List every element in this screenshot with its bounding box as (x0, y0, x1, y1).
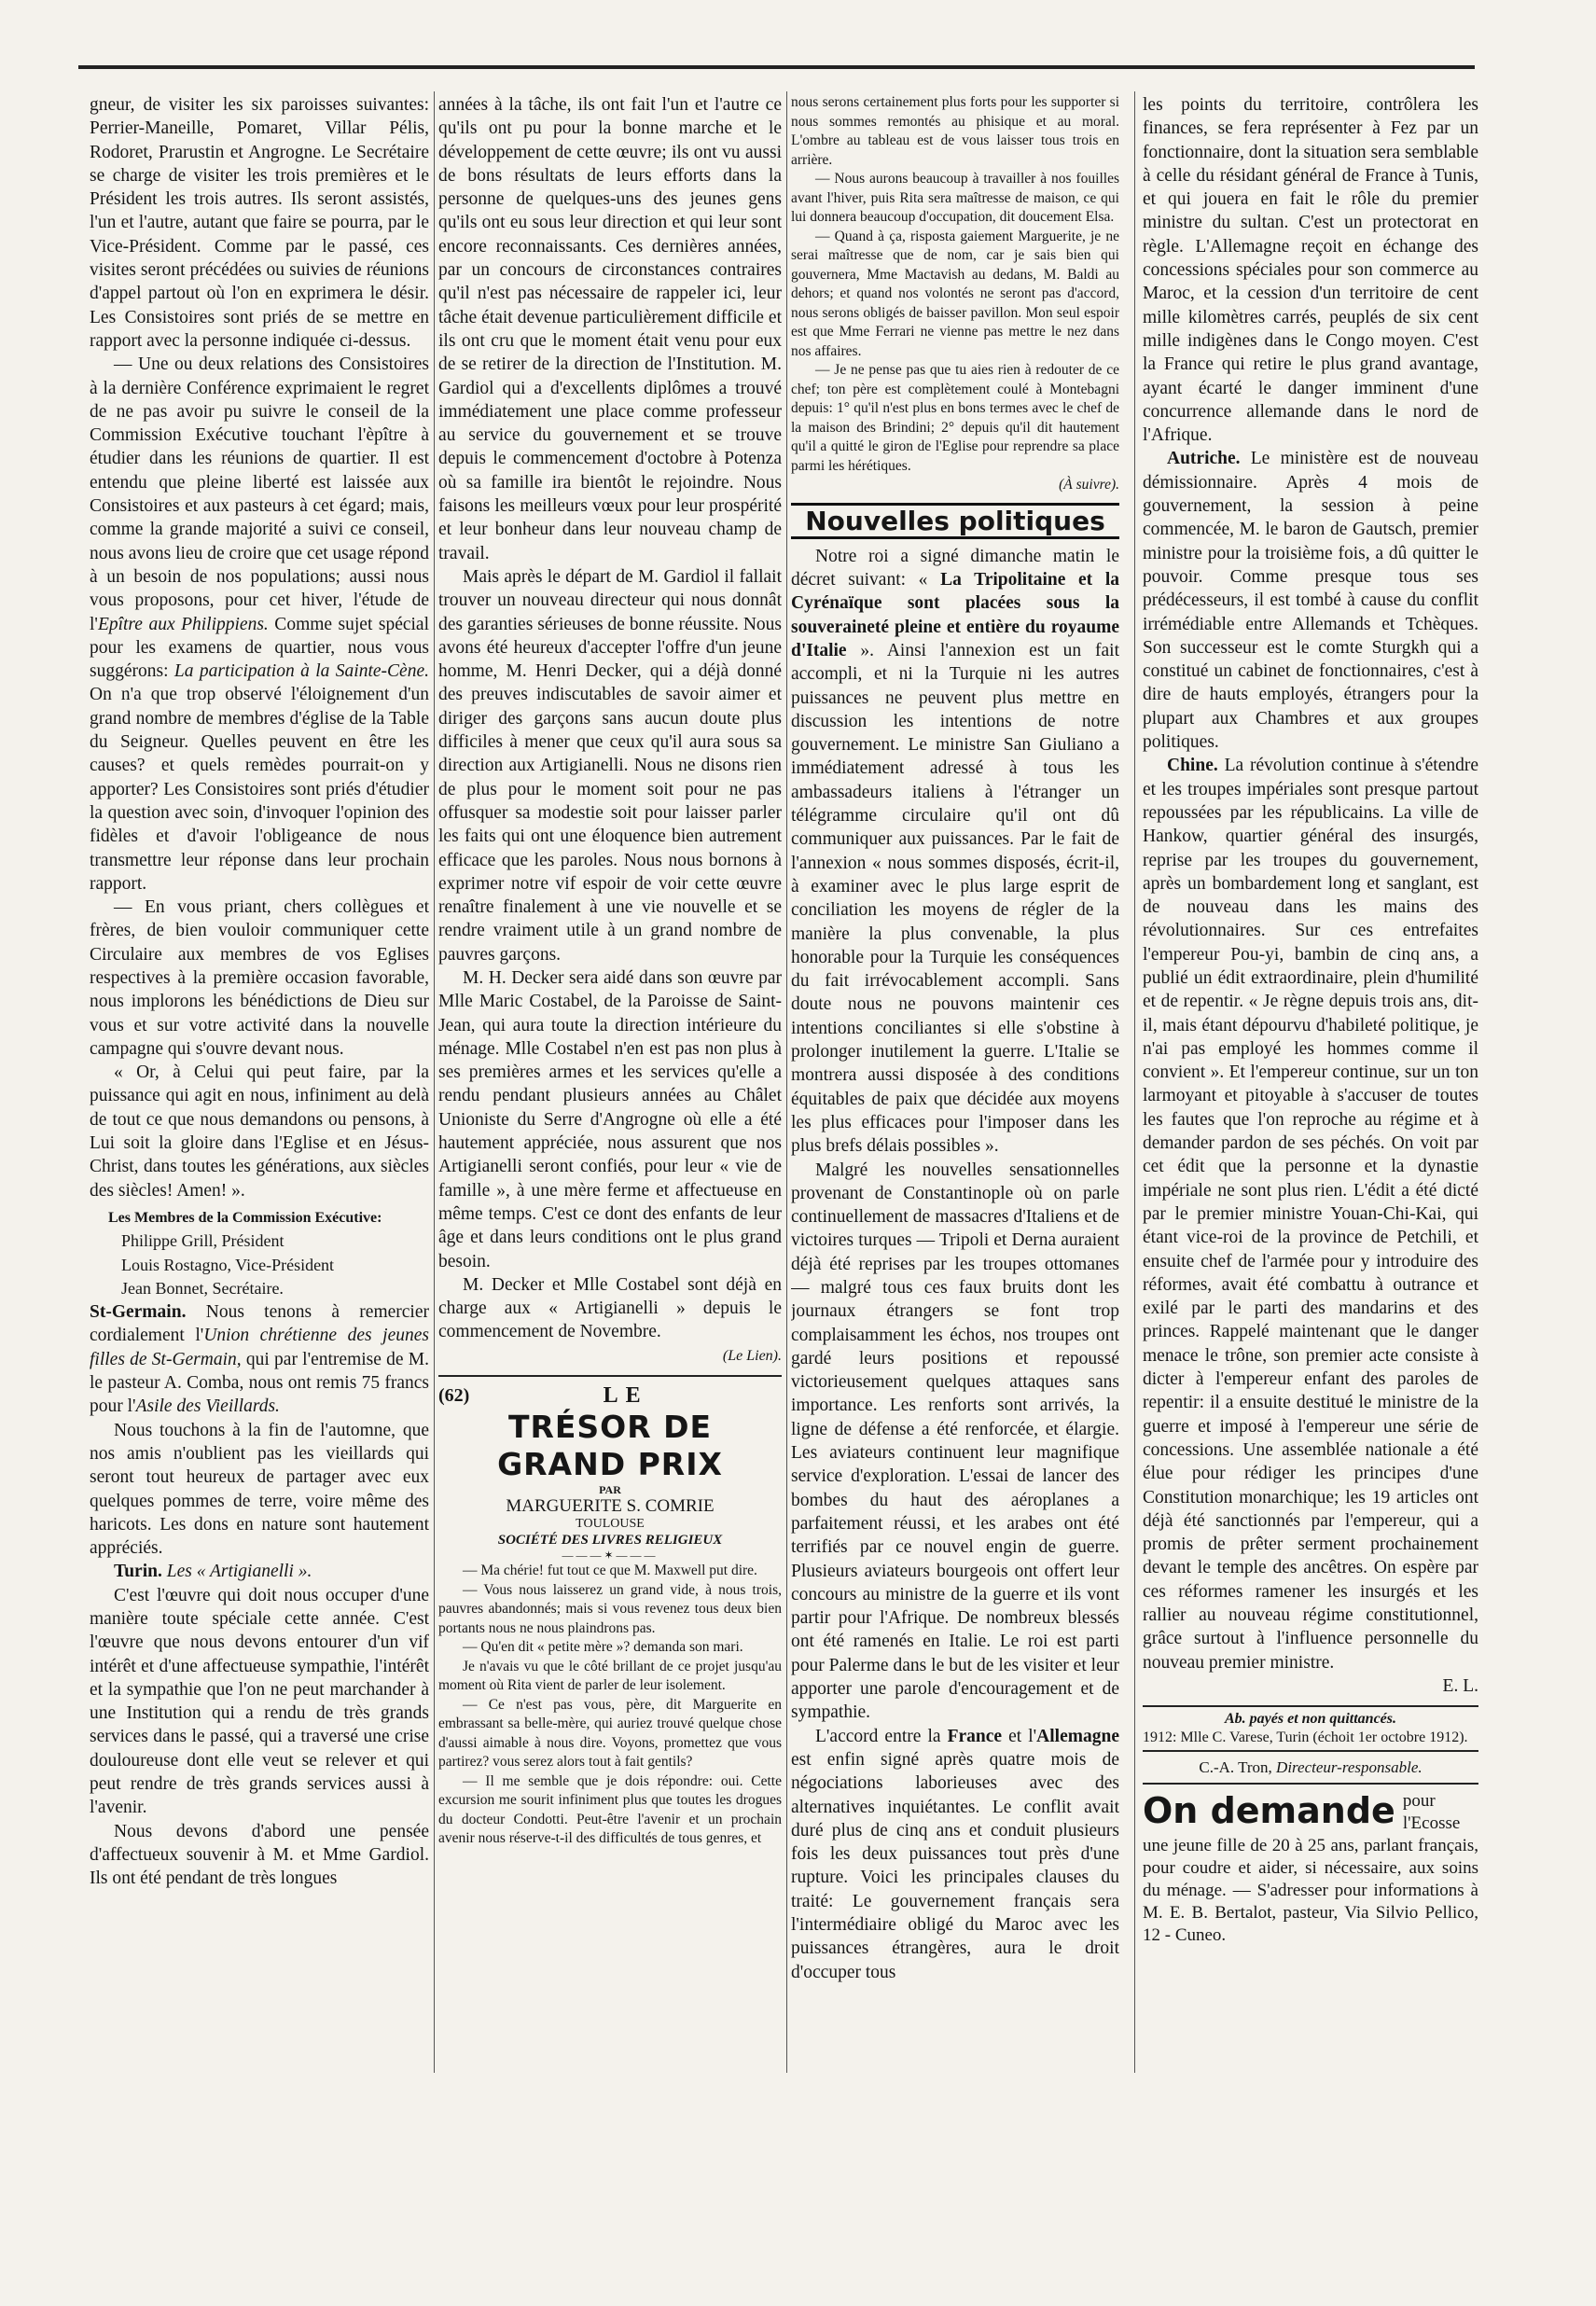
run-in-heading: Turin. (114, 1562, 162, 1582)
text: Epître aux Philippiens. (97, 614, 269, 634)
paragraph: M. H. Decker sera aidé dans son œuvre par Mlle Maric Costabel, de la Paroisse de Saint-Jean, qui aura toute la direction intérieure du ménage. Mlle Costabel n'en est pas non plus à ses premières armes et les services qu'elle a rendu pendant plusieurs années au Châlet Unioniste du Serre d'Angrogne où elle a été hautement appréciée, nous assurent que nos Artigianelli seront confiés, pour leur « vie de famille », à une mère ferme et affectueuse en même temps. C'est ce dont des enfants de leur âge et dans leurs conditions ont le plus grand besoin. (438, 967, 782, 1271)
text: ». Ainsi l'annexion est un fait accompli, et ni la Turquie ni les autres puissances ne peuvent plus mettre en discussion les intentions de notre gouvernement. Le ministre San Giuliano a immédiatement adressé à tous les ambassadeurs italiens à l'étranger un télégramme circulaire qu'il ont dû communiquer aux puissances. Par le fait de l'annexion « nous sommes disposés, écrit-il, à examiner avec le plus large esprit de conciliation les moyens de régler de la manière la plus convenable, la plus honorable pour la Turquie les conséquences du fait irrévocablement accompli. Sans doute nous ne pouvons maintenir ces intentions conciliantes si elle s'obstine à prolonger inutilement la guerre. L'Italie se montrera aussi disposée à des conditions équitables de paix que décidée aux moyens les plus efficaces pour l'imposer dans les plus brefs délais possibles ». (791, 640, 1119, 1157)
text: Le ministère est de nouveau démissionnaire. Après 4 mois de gouvernement, la session à peine commencée, M. le baron de Gautsch, premier ministre pour la troisième fois, a dû quitter le pouvoir. Comme presque tous ses prédécesseurs, il est tombé à cause du conflit irrémédiable entre Allemands et Tchèques. Son successeur est le comte Sturgkh qui a constitué un cabinet de fonctionnaires, c'est à dire de hauts employés, étrangers pour la plupart aux Chambres et aux groupes politiques. (1143, 449, 1478, 753)
feuilleton-number: (62) (438, 1385, 470, 1407)
feuilleton-text (438, 1562, 782, 1849)
feuilleton-author: MARGUERITE S. COMRIE (506, 1496, 715, 1517)
feuilleton-article: LE (603, 1383, 648, 1409)
paragraph (1143, 447, 1478, 754)
paragraph (90, 353, 429, 896)
text: et l' (1002, 1726, 1037, 1746)
feuilleton-continued (791, 93, 1119, 495)
text: L'accord entre la (815, 1726, 948, 1746)
top-rule (78, 65, 1475, 69)
feuilleton-header (438, 1384, 782, 1562)
paragraph: « Or, à Celui qui peut faire, par la puissance qui agit en nous, infiniment au delà de tout ce que nous demandons ou pensons, à Lui soit la gloire dans l'Eglise et en Jésus-Christ, dans toutes les générations, aux siècles des siècles! Amen! ». (90, 1063, 429, 1201)
paragraph: nous serons certainement plus forts pour les supporter si nous sommes remontés au phisique et au moral. L'ombre au tableau est de vous laisser tous trois en arrière. (791, 94, 1119, 168)
text: La révolution continue à s'étendre et les troupes impériales sont presque partout repoussées par les républicains. La ville de Hankow, quartier général des insurgés, reprise par les troupes du gouvernement, après un bombardement long et sanglant, est de nouveau dans les mains des révolutionnaires. Sur ces entrefaites l'empereur Pou-yi, bambin de cinq ans, a publié un édit extraordinaire, plein d'humilité et de repentir. « Je règne depuis trois ans, dit-il, mais étant dépourvu d'habileté politique, je n'ai pas employé les hommes comme il convient ». Et l'empereur continue, sur un ton larmoyant et pitoyable à s'accuser de toutes les fautes que l'on reproche au régime et à demander pardon de ses péchés. On voit par cet édit que la personne et la dynastie impériale ne sont plus rien. L'édit a été dicté par le premier ministre Youan-Chi-Kai, qui étant vice-roi de la province de Petchili, et ensuite chef de l'armée pour y introduire des réformes, avait été combattu à outrance et exilé par le parti des mandarins et des princes. Rappelé maintenant que le danger menace le trône, son premier acte consiste à dicter à l'empereur enfant des paroles de repentir: il a ensuite destitué le ministre de la guerre et imposé à l'empereur une série de concessions. Une assemblée nationale a été élue pour rédiger les principes d'une Constitution monarchique; les 19 articles ont déjà été sanctionnés par l'empereur, qui a promis de prêter serment prochainement devant le temple des ancêtres. On espère par ces réformes ramener les insurgés et les rallier au nouveau régime constitutionnel, grâce surtout à l'influence personnelle du nouveau premier ministre. (1143, 756, 1478, 1673)
run-in-heading: St-Germain. (90, 1302, 187, 1323)
feuilleton (438, 1375, 782, 1849)
paragraph (791, 545, 1119, 1159)
paragraph: Nous devons d'abord une pensée d'affectueux souvenir à M. et Mme Gardiol. Ils ont été pendant de très longues (90, 1821, 429, 1889)
subscriptions-box (1143, 1705, 1478, 1752)
text: Asile des Vieillards. (135, 1396, 280, 1417)
paragraph (90, 1300, 429, 1418)
paragraph: Je n'avais vu que le côté brillant de ce projet jusqu'au moment où Rita vient de parler de leur isolement. (438, 1658, 782, 1694)
column-rule (434, 91, 435, 2073)
feuilleton-city: TOULOUSE (576, 1517, 645, 1532)
signature-block (90, 1206, 429, 1300)
paragraph: gneur, de visiter les six paroisses suivantes: Perrier-Maneille, Pomaret, Villar Pélis, Rodoret, Prarustin et Angrogne. Le Secrétaire se charge de visiter les trois premières et le Président les trois autres. Ils seront assistés, l'un et l'autre, autant que faire se pourra, par le Vice-Président. Comme par le passé, ces visites seront précédées ou suivies de réunions d'appel partout où l'on en exprimera le désir. Les Consistoires sont priés de se mettre en rapport avec la personne indiquée ci-dessus. (90, 95, 429, 351)
director-line (1143, 1752, 1478, 1785)
paragraph: — Qu'en dit « petite mère »? demanda son mari. (463, 1639, 743, 1656)
text: On n'a que trop observé l'éloignement d'un grand nombre de membres d'église de la Table du Seigneur. Quelles peuvent en être les causes? et quels remèdes pourrait-on y apporter? Les Consistoires sont priés d'étudier la question avec soin, d'invoquer l'opinion des fidèles et d'avoir l'obligeance de nous transmettre leur réponse dans leur prochain rapport. (90, 685, 429, 894)
signature-heading: Les Membres de la Commission Exécutive: (108, 1209, 382, 1226)
director-name: C.-A. Tron, (1199, 1758, 1272, 1777)
text: Union chrétienne des jeunes filles de St-Germain, (90, 1326, 429, 1369)
paragraph: — Ce n'est pas vous, père, dit Marguerite en embrassant sa belle-mère, qui auriez trouvé quelque chose d'aussi aimable à nous dire. Voyons, promettez que vous partirez? vous serez alors tout à fait gentils? (438, 1696, 782, 1771)
paragraph: C'est l'œuvre qui doit nous occuper d'une manière toute spéciale cette année. C'est l'œuvre que nous devons entourer d'un vif intérêt et d'une affectueuse sympathie, l'intérêt et la sympathie que l'on ne peut marchander à une Institution qui a rendu de très grands services dans le passé, qui a traversé une crise douloureuse dont elle veut se relever et qui peut rendre de très grands services aussi à l'avenir. (90, 1585, 429, 1818)
ad-headline: On demande (1143, 1790, 1395, 1832)
paragraph: les points du territoire, contrôlera les finances, se fera représenter à Fez par un fonctionnaire, dont la situation sera semblable à celle du résidant général de France à Tunis, et qui jouera en fait le rôle du premier ministre du sultan. C'est un protectorat en règle. L'Allemagne reçoit en échange des concessions spéciales pour son commerce au Maroc, et la cession d'un territoire de cent mille kilomètres carrés, peuplés de six cent mille indigènes dans le Congo moyen. C'est la France qui retire le plus grand avantage, ayant écarté le danger imminent d'une concurrence allemande dans le nord de l'Afrique. (1143, 95, 1478, 446)
signature-line: Jean Bonnet, Secrétaire. (121, 1278, 284, 1298)
text: Les « Artigianelli ». (161, 1562, 312, 1582)
paragraph: Nous touchons à la fin de l'automne, que nos amis n'oublient pas les vieillards qui seront tout heureux de partager avec eux quelques pommes de terre, voire même des haricots. Les dons en nature sont hautement appréciés. (90, 1420, 429, 1559)
signature-line: Louis Rostagno, Vice-Président (121, 1255, 335, 1274)
paragraph (90, 1560, 429, 1583)
subscriptions-entry: 1912: Mlle C. Varese, Turin (échoit 1er octobre 1912). (1143, 1730, 1468, 1746)
text: — Une ou deux relations des Consistoires à la dernière Conférence exprimaient le regret de ne pas avoir pu suivre le conseil de la Commission Exécutive touchant l'èpître à étudier dans les réunions de quartier. Il est entendu que pleine liberté est laissée aux Consistoires et aux pasteurs à cet égard; mais, comme la grande majorité a suivi ce conseil, nous avons lieu de croire que cet usage répond à un besoin de nos populations; aussi nous vous proposons, pour cet hiver, l'étude de l' (90, 354, 429, 634)
paragraph: — Vous nous laisserez un grand vide, à nous trois, pauvres abandonnés; mais si vous revenez tous deux bien portants nous ne nous plaindrons pas. (438, 1581, 782, 1636)
author-initials: E. L. (1442, 1675, 1478, 1696)
paragraph: — Quand à ça, risposta gaiement Marguerite, je ne serai maîtresse que de nom, car je sais bien qui gouvernera, Mme Mactavish au dedans, M. Baldi au dehors; et quand nos volontés ne seront pas d'accord, nous serons obligés de baisser pavillon. Mon seul espoir est que Mme Ferrari ne vienne pas mettre le nez dans nos affaires. (791, 228, 1119, 359)
paragraph (1143, 754, 1478, 1674)
run-in-heading: Autriche. (1167, 449, 1241, 469)
feuilleton-title: TRÉSOR DE GRAND PRIX (497, 1409, 723, 1483)
column-2 (438, 93, 782, 2073)
director-role: Directeur-responsable. (1271, 1758, 1423, 1777)
text: qui par l'entremise de M. le pasteur A. Comba, nous ont remis 75 francs pour l' (90, 1349, 429, 1417)
feuilleton-publisher: SOCIÉTÉ DES LIVRES RELIGIEUX (497, 1533, 723, 1549)
text: est enfin signé après quatre mois de négociations laborieuses avec des alternatives inquiétantes. Le conflit avait duré plus de cinq ans et conduit plusieurs fois les deux puissances tout près d'une rupture. Voici les principales clauses du traité: Le gouvernement français sera l'intermédiaire obligé du Maroc avec les puissances étrangères, aura le droit d'occuper tous (791, 1749, 1119, 1982)
paragraph: M. Decker et Mlle Costabel sont déjà en charge aux « Artigianelli » depuis le commencement de Novembre. (438, 1274, 782, 1342)
section-heading-nouvelles-politiques: Nouvelles politiques (791, 503, 1119, 539)
run-in-heading: Chine. (1167, 756, 1218, 776)
feuilleton-par: PAR (599, 1483, 621, 1497)
column-rule (786, 91, 787, 2073)
text: Nous tenons à remercier cordialement l' (90, 1302, 429, 1346)
classified-ad (1143, 1790, 1478, 1947)
text: Notre roi a signé dimanche matin le décret suivant: « (791, 546, 1119, 590)
paragraph: — Je ne pense pas que tu aies rien à redouter de ce chef; ton père est complètement coulé à Montebagni depuis: 1° qu'il n'est plus en bons termes avec le chef de la maison des Brindini; 2° depuis qu'il dit hautement qu'il a quitté le giron de l'Eglise pour reprendre sa place parmi les hérétiques. (791, 362, 1119, 474)
paragraph: Mais après le départ de M. Gardiol il fallait trouver un nouveau directeur qui nous donnât des garanties sérieuses de bonne réussite. Nous avons été heureux d'accepter l'offre d'un jeune homme, M. Henri Decker, qui a déjà donné des preuves indiscutables de savoir aimer et diriger des garçons sans aucun doute plus difficiles à mener que ceux qu'il aura sous sa direction aux Artigianelli. Nous ne disons rien de plus pour le moment soit pour ne pas offusquer sa modestie soit pour laisser parler les faits qui ont une éloquence bien autrement efficace que les paroles. Nous nous bornons à exprimer notre vif espoir de voir cette œuvre renaître finalement à une vie nouvelle et se rendre vraiment utile à un grand nombre de pauvres garçons. (438, 566, 782, 965)
column-1 (90, 93, 429, 2073)
paragraph (791, 1725, 1119, 1984)
text: France (947, 1726, 1003, 1746)
text: Allemagne (1036, 1726, 1119, 1746)
paragraph: Malgré les nouvelles sensationnelles provenant de Constantinople où on parle continuellement de massacres d'Italiens et de victoires turques — Tripoli et Derna auraient déjà été reprises par les troupes ottomanes — malgré tous ces faux bruits dont les journaux étrangers se font trop complaisamment les échos, nos troupes ont gardé leurs positions et repoussé victorieusement quelques attaques sans importance. Les renforts sont arrivés, la ligne de défense a été renforcée, et élargie. Les aviateurs continuent leur magnifique service d'exploration. L'essai de lancer des bombes du haut des aéroplanes a parfaitement réussi, et les arabes ont été terrifiés par ce nouvel engin de guerre. Plusieurs aviateurs bourgeois ont offert leur concours au ministre de la guerre et ils vont partir pour l'Afrique. De nombreux blessés ont été ramenés en Italie. Le roi est parti pour Palerme dans le but de les visiter et leur apporter une parole d'encouragement et de sympathie. (791, 1160, 1119, 1723)
text: La participation à la Sainte-Cène. (173, 661, 429, 682)
subscriptions-heading: Ab. payés et non quittancés. (1224, 1711, 1396, 1728)
text: Comme sujet spécial pour les examens de quartier, nous vous suggérons: (90, 614, 429, 682)
paragraph: — Nous aurons beaucoup à travailler à nos fouilles avant l'hiver, puis Rita sera maîtresse de maison, ce qui lui donnera beaucoup d'occupation, dit doucement Elsa. (791, 171, 1119, 225)
paragraph: — Ma chérie! fut tout ce que M. Maxwell put dire. (463, 1563, 757, 1579)
text: La Tripolitaine et la Cyrénaïque sont placées sous la souveraineté pleine et entière du royaume d'Italie (791, 570, 1119, 660)
signature-line: Philippe Grill, Président (121, 1231, 285, 1251)
ad-text: pour l'Ecosse une jeune fille de 20 à 25 ans, parlant français, pour coudre et aider, si nécessaire, aux soins du ménage. — S'adresser pour informations à M. E. B. Bertalot, pasteur, Via Silvio Pellico, 12 - Cuneo. (1143, 1791, 1478, 1946)
paragraph: années à la tâche, ils ont fait l'un et l'autre ce qu'ils ont pu pour la bonne marche et le développement de cette œuvre; ils ont vu aussi de bons résultats de leurs efforts dans la personne de quelques-uns des jeunes gens qu'ils ont eu sous leur direction et qui leur sont encore reconnaissants. Ces dernières années, par un concours de circonstances contraires qu'il n'est pas nécessaire de rappeler ici, leur tâche était devenue particulièrement difficile et ils ont cru que le moment était venu pour eux de se retirer de la direction de l'Institution. M. Gardiol qui a d'excellents diplômes a trouvé immédiatement une place comme professeur au service du gouvernement et se trouve depuis le commencement d'octobre à Potenza où sa famille ira bientôt le rejoindre. Nous faisons les meilleurs vœux pour leur prospérité et leur bonheur dans leur nouveau champ de travail. (438, 95, 782, 563)
column-3 (791, 93, 1119, 2073)
paragraph: — Il me semble que je dois répondre: oui. Cette excursion me sourit infiniment plus que toutes les drogues du docteur Condotti. Peut-être l'avenir et un prochain avenir nous réserve-t-il des difficultés de tous genres, et (438, 1772, 782, 1847)
column-rule (1134, 91, 1135, 2073)
ornament: ———✶——— (562, 1549, 659, 1563)
source-credit: (Le Lien). (722, 1347, 782, 1364)
paragraph: — En vous priant, chers collègues et frères, de bien vouloir communiquer cette Circulaire aux membres de vos Eglises respectives à la première occasion favorable, nous implorons les bénédictions de Dieu sur vous et sur votre activité dans la nouvelle campagne qui s'ouvre devant nous. (90, 897, 429, 1059)
column-4 (1143, 93, 1478, 2073)
to-be-continued: (À suivre). (1059, 477, 1119, 493)
